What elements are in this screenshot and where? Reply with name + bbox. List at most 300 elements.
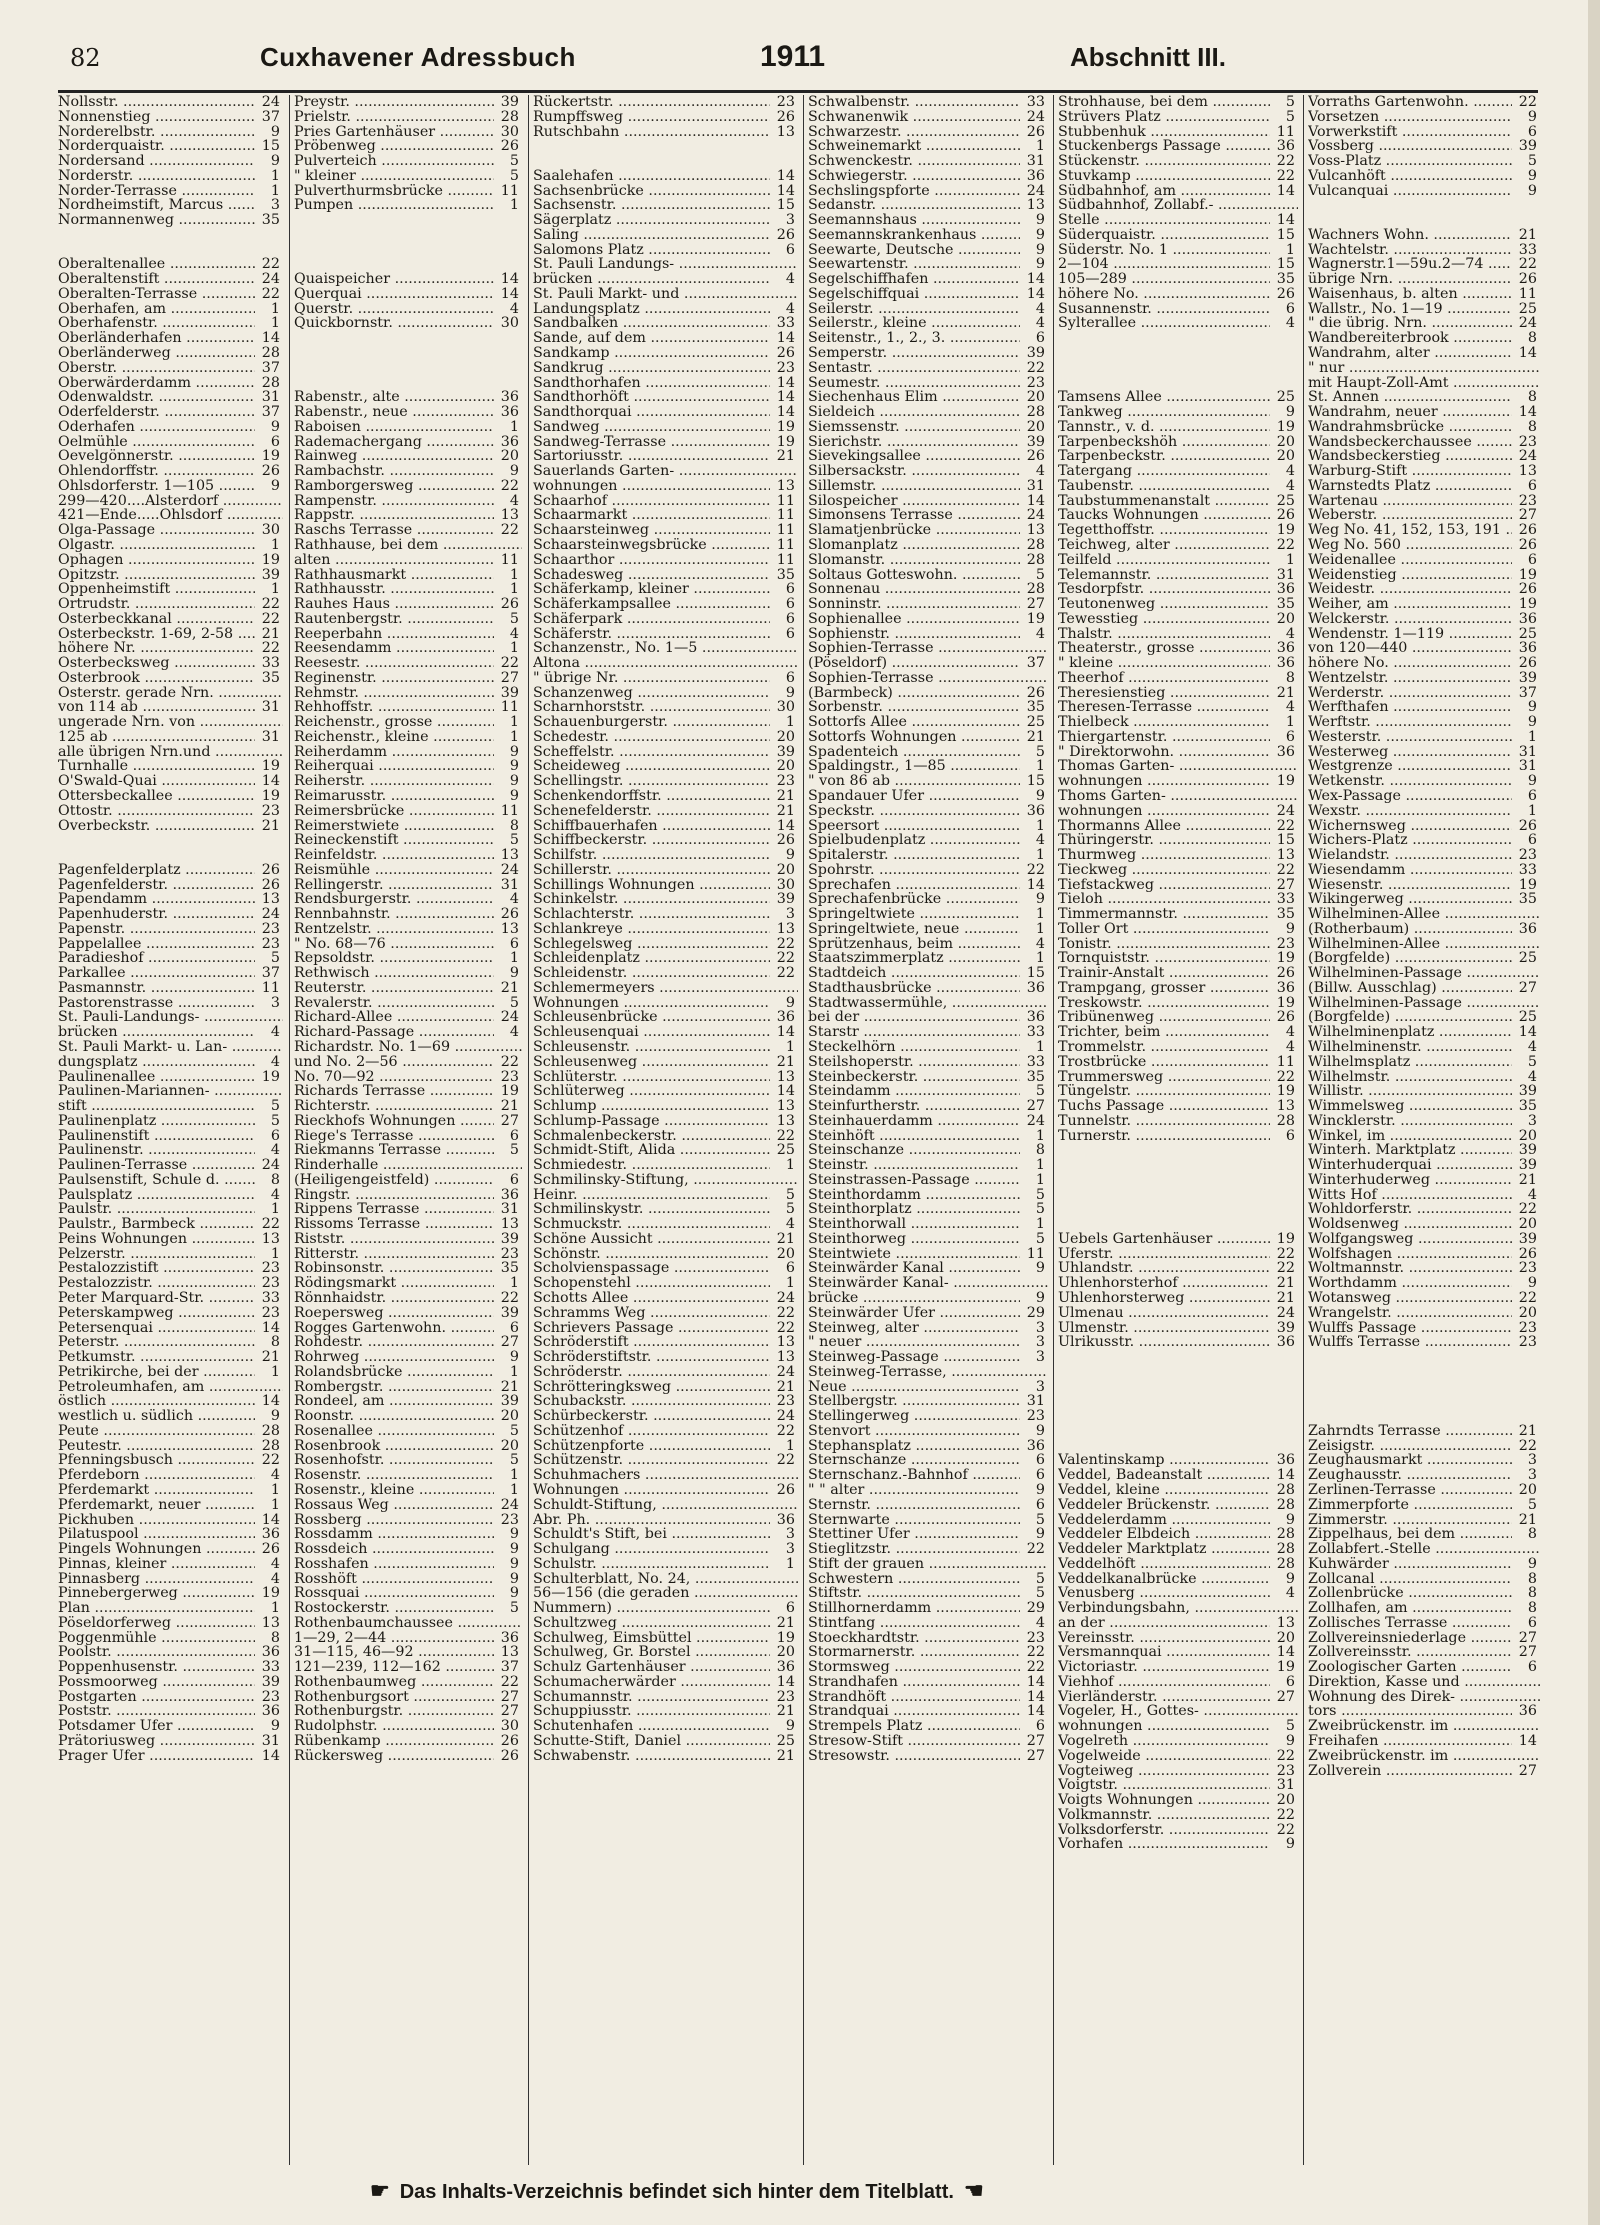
street-name: Schiffbauerhafen ..... [533,819,770,834]
spacer [294,243,522,258]
street-name: Oberaltenstift ..... [58,272,255,287]
district-number: 36 [774,1513,795,1528]
district-number: 31 [1024,479,1045,494]
district-number: 25 [1516,627,1537,642]
street-entry [58,139,283,154]
street-entry [533,420,798,435]
district-number: 22 [1274,1070,1295,1085]
street-name: Norder-Terrasse ..... [58,184,255,199]
street-entry [1308,1704,1540,1719]
street-entry [533,1114,798,1129]
street-entry [1308,243,1540,258]
district-number: 11 [1516,287,1537,302]
street-entry [533,1409,798,1424]
district-number: 13 [498,1645,519,1660]
street-entry [808,819,1048,834]
street-entry [294,1010,522,1025]
street-name: Reesendamm ..... [294,641,494,656]
district-number: 3 [783,1542,795,1557]
street-entry [58,1114,283,1129]
street-name: Paulinen-Mariannen- ..... [58,1084,283,1099]
district-number: 33 [1024,95,1045,110]
spacer [1058,1409,1298,1424]
district-number: 27 [1024,1099,1045,1114]
street-entry [294,612,522,627]
street-name: Rönnhaidstr. ..... [294,1291,494,1306]
district-number: 22 [259,257,280,272]
street-name: Reiherdamm ..... [294,745,494,760]
district-number: 27 [498,1704,519,1719]
street-entry [294,1232,522,1247]
street-name: Spaldingstr., 1—85 ..... [808,759,1020,774]
street-entry [1308,656,1540,671]
street-entry [808,1645,1048,1660]
district-number: 1 [1033,922,1045,937]
district-number: 14 [1024,1675,1045,1690]
street-entry [533,1631,798,1646]
street-entry [294,302,522,317]
street-entry [533,568,798,583]
street-name: No. 70—92 ..... [294,1070,494,1085]
street-entry [533,390,798,405]
street-name: ungerade Nrn. von ..... [58,715,283,730]
district-number: 19 [1274,420,1295,435]
district-number: 13 [1516,464,1537,479]
street-entry [533,612,798,627]
district-number: 27 [498,1690,519,1705]
street-name: Norderstr. ..... [58,169,255,184]
street-name: Sonnenau ..... [808,582,1020,597]
street-entry [294,1202,522,1217]
street-entry [808,228,1048,243]
district-number: 26 [498,597,519,612]
street-entry [58,656,283,671]
street-entry [808,1276,1048,1291]
street-entry [1058,833,1298,848]
street-name: Rosenbrook ..... [294,1439,494,1454]
street-entry [58,1040,283,1055]
street-entry [808,700,1048,715]
street-entry [58,316,283,331]
street-name: Wichernsweg ..... [1308,819,1512,834]
street-entry [58,715,283,730]
district-number: 9 [268,125,280,140]
district-number: 22 [1274,538,1295,553]
district-number: 14 [774,819,795,834]
street-name: Ringstr. ..... [294,1188,494,1203]
street-entry [294,1527,522,1542]
street-name: Osterbecksweg ..... [58,656,255,671]
street-entry [1308,494,1540,509]
street-entry [533,316,798,331]
street-name: Rutschbahn ..... [533,125,770,140]
street-entry [58,553,283,568]
street-entry [1308,774,1540,789]
street-entry [533,1365,798,1380]
street-entry [1308,125,1540,140]
street-entry [808,1513,1048,1528]
district-number: 1 [268,1247,280,1262]
district-number: 6 [507,937,519,952]
district-number: 20 [1274,612,1295,627]
street-name: Semperstr. ..... [808,346,1020,361]
street-entry [58,804,283,819]
street-entry [808,376,1048,391]
street-entry [58,1616,283,1631]
street-name: Tankweg ..... [1058,405,1270,420]
district-number: 14 [259,331,280,346]
street-name: Spadenteich ..... [808,745,1020,760]
street-name: Pelzerstr. ..... [58,1247,255,1262]
street-entry [294,1675,522,1690]
district-number: 6 [1525,553,1537,568]
street-name: Vereinsstr. ..... [1058,1631,1270,1646]
district-number: 14 [259,1513,280,1528]
street-name: Pferdemarkt ..... [58,1483,255,1498]
street-entry [533,449,798,464]
street-name: Steinthorwall ..... [808,1217,1020,1232]
spacer [294,331,522,346]
street-name: Uhlenhorsterweg ..... [1058,1291,1270,1306]
street-name: Theaterstr., grosse ..... [1058,641,1270,656]
district-number: 28 [1274,1114,1295,1129]
street-entry [1308,951,1540,966]
street-name: Werderstr. ..... [1308,686,1512,701]
street-name: Warnstedts Platz ..... [1308,479,1512,494]
street-name: Prätoriusweg ..... [58,1734,255,1749]
street-entry [533,907,798,922]
street-entry [533,1557,798,1572]
street-name: von 120—440 ..... [1308,641,1512,656]
district-number: 6 [1525,1660,1537,1675]
street-name: Schwalbenstr. ..... [808,95,1020,110]
street-entry [808,1365,1048,1380]
district-number: 26 [774,1483,795,1498]
district-number: 22 [1516,257,1537,272]
street-entry [294,671,522,686]
district-number: 4 [1283,1025,1295,1040]
district-number: 13 [498,848,519,863]
street-name: Valentinskamp ..... [1058,1453,1270,1468]
street-entry [533,1143,798,1158]
street-name: Zweibrückenstr. im ..... [1308,1749,1540,1764]
street-name: höhere No. ..... [1308,656,1512,671]
district-number: 22 [774,1129,795,1144]
street-entry [58,1660,283,1675]
street-name: Verbindungsbahn, ..... [1058,1601,1298,1616]
street-entry [1308,523,1540,538]
street-name: Zollhafen, am ..... [1308,1601,1512,1616]
street-name: Voigtstr. ..... [1058,1778,1270,1793]
district-number: 19 [1024,612,1045,627]
street-name: Wandrahm, alter ..... [1308,346,1512,361]
district-number: 6 [507,1321,519,1336]
street-name: Schauenburgerstr. ..... [533,715,770,730]
district-number: 22 [498,656,519,671]
street-name: Seewartenstr. ..... [808,257,1020,272]
street-entry [1308,346,1540,361]
street-name: Quaispeicher ..... [294,272,494,287]
street-entry [1058,464,1298,479]
district-number: 36 [1024,804,1045,819]
district-number: 21 [774,804,795,819]
street-name: dungsplatz ..... [58,1055,255,1070]
district-number: 4 [268,1143,280,1158]
street-entry [533,922,798,937]
street-entry [58,523,283,538]
district-number: 6 [783,612,795,627]
district-number: 9 [1525,715,1537,730]
street-entry [533,198,798,213]
street-name: Sandthorquai ..... [533,405,770,420]
street-entry [1308,863,1540,878]
street-entry [294,627,522,642]
street-name: Vierländerstr. ..... [1058,1690,1270,1705]
street-entry [294,1025,522,1040]
district-number: 20 [1516,1483,1537,1498]
street-entry [808,1690,1048,1705]
street-name: Willistr. ..... [1308,1084,1512,1099]
street-entry [533,464,798,479]
column-6 [1308,95,1540,2165]
street-entry [1308,376,1540,391]
district-number: 1 [1033,139,1045,154]
district-number: 28 [1274,1542,1295,1557]
district-number: 23 [774,1690,795,1705]
street-entry [1058,449,1298,464]
district-number: 26 [1516,582,1537,597]
street-entry [1058,1453,1298,1468]
street-name: Wilhelminen-Allee ..... [1308,937,1540,952]
street-name: Nonnenstieg ..... [58,110,255,125]
street-entry [533,243,798,258]
spacer [1058,1202,1298,1217]
street-name: Zollabfert.-Stelle ..... [1308,1542,1540,1557]
street-entry [1058,981,1298,996]
street-entry [533,745,798,760]
street-name: Vorhafen ..... [1058,1837,1270,1852]
street-entry [1308,331,1540,346]
street-entry [294,892,522,907]
street-entry [808,213,1048,228]
street-entry [1058,1513,1298,1528]
district-number: 3 [783,907,795,922]
street-entry [808,1542,1048,1557]
district-number: 5 [1033,1232,1045,1247]
street-name: Sprechafen ..... [808,878,1020,893]
district-number: 4 [1525,1070,1537,1085]
street-entry [58,435,283,450]
district-number: 35 [498,1261,519,1276]
street-entry [533,1704,798,1719]
street-entry [1308,1084,1540,1099]
street-name: Revalerstr. ..... [294,996,494,1011]
street-name: Schillings Wohnungen ..... [533,878,770,893]
district-number: 1 [268,184,280,199]
street-entry [1058,848,1298,863]
district-number: 28 [259,376,280,391]
district-number: 9 [783,1719,795,1734]
street-entry [808,759,1048,774]
street-entry [1058,1070,1298,1085]
street-entry [58,1070,283,1085]
street-name: Stuvkamp ..... [1058,169,1270,184]
street-entry [1058,627,1298,642]
district-number: 35 [1516,1099,1537,1114]
district-number: 20 [1274,1631,1295,1646]
street-name: Richardstr. No. 1—69 ..... [294,1040,522,1055]
street-entry [1058,1660,1298,1675]
district-number: 36 [1274,745,1295,760]
street-entry [1058,1276,1298,1291]
district-number: 31 [1516,745,1537,760]
street-name: Schlegelsweg ..... [533,937,770,952]
street-entry [808,184,1048,199]
street-name: Rieckhofs Wohnungen ..... [294,1114,494,1129]
street-name: Ottersbeckallee ..... [58,789,255,804]
street-entry [808,686,1048,701]
street-entry [294,804,522,819]
district-number: 24 [1024,110,1045,125]
street-entry [1058,1749,1298,1764]
street-entry [58,996,283,1011]
street-name: Teichweg, alter ..... [1058,538,1270,553]
district-number: 19 [1274,951,1295,966]
street-entry [1058,1837,1298,1852]
street-entry [1308,1070,1540,1085]
district-number: 9 [268,420,280,435]
street-name: Oberhafenstr. ..... [58,316,255,331]
street-name: höhere Nr. ..... [58,641,255,656]
street-entry [808,1143,1048,1158]
street-name: Wilhelminen-Allee ..... [1308,907,1540,922]
street-entry [808,479,1048,494]
street-name: Stillhornerdamm ..... [808,1601,1020,1616]
street-entry [533,1025,798,1040]
street-entry [58,951,283,966]
street-entry [294,1690,522,1705]
street-entry [808,582,1048,597]
street-entry [294,730,522,745]
district-number: 31 [259,730,280,745]
district-number: 26 [774,228,795,243]
district-number: 24 [1516,316,1537,331]
district-number: 26 [1024,125,1045,140]
street-name: 31—115, 46—92 ..... [294,1645,494,1660]
district-number: 36 [259,1527,280,1542]
street-name: Schröderstr. ..... [533,1365,770,1380]
street-entry [294,582,522,597]
street-entry [1058,745,1298,760]
street-entry [1308,759,1540,774]
district-number: 14 [1024,272,1045,287]
district-number: 23 [1516,435,1537,450]
district-number: 25 [1024,715,1045,730]
street-name: Spandauer Ufer ..... [808,789,1020,804]
street-entry [294,449,522,464]
street-entry [58,759,283,774]
district-number: 13 [1274,1099,1295,1114]
street-name: Taucks Wohnungen ..... [1058,508,1270,523]
district-number: 14 [1024,1690,1045,1705]
street-name: Thielbeck ..... [1058,715,1270,730]
street-name: Thalstr. ..... [1058,627,1270,642]
district-number: 13 [774,125,795,140]
street-name: Schinkelstr. ..... [533,892,770,907]
street-name: Rosshöft ..... [294,1572,494,1587]
street-name: Vulcanhöft ..... [1308,169,1512,184]
street-entry [1308,302,1540,317]
street-entry [808,125,1048,140]
street-entry [1058,568,1298,583]
street-name: Schramms Weg ..... [533,1306,770,1321]
district-number: 4 [1033,464,1045,479]
district-number: 24 [259,95,280,110]
district-number: 21 [774,789,795,804]
page-header [70,40,1540,86]
street-entry [1058,1616,1298,1631]
street-entry [808,361,1048,376]
district-number: 22 [1274,169,1295,184]
street-name: Pries Gartenhäuser ..... [294,125,494,140]
street-name: Strempels Platz ..... [808,1719,1020,1734]
street-name: Weg No. 560 ..... [1308,538,1512,553]
district-number: 26 [259,878,280,893]
street-entry [533,1099,798,1114]
district-number: 3 [1033,1335,1045,1350]
street-name: Thurmweg ..... [1058,848,1270,863]
street-name: Trommelstr. ..... [1058,1040,1270,1055]
district-number: 9 [1283,1513,1295,1528]
district-number: 9 [1283,922,1295,937]
street-entry [533,1660,798,1675]
street-entry [1308,449,1540,464]
street-entry [58,125,283,140]
street-entry [533,1217,798,1232]
street-entry [533,1453,798,1468]
street-entry [533,1424,798,1439]
district-number: 14 [774,1025,795,1040]
spacer [58,243,283,258]
street-entry [1058,1025,1298,1040]
street-entry [808,1572,1048,1587]
district-number: 22 [1274,819,1295,834]
street-entry [533,1158,798,1173]
district-number: 4 [507,302,519,317]
street-name: Oppenheimstift ..... [58,582,255,597]
street-entry [294,1439,522,1454]
street-name: Pumpen ..... [294,198,494,213]
street-name: Staatszimmerplatz ..... [808,951,1020,966]
district-number: 39 [1024,435,1045,450]
street-entry [294,1453,522,1468]
district-number: 4 [1283,464,1295,479]
street-name: Ohlsdorferstr. 1—105 ..... [58,479,255,494]
street-entry [294,405,522,420]
district-number: 23 [259,1276,280,1291]
street-name: Seemannskrankenhaus ..... [808,228,1020,243]
street-name: Rabenstr., alte ..... [294,390,494,405]
district-number: 23 [259,1690,280,1705]
street-entry [808,1660,1048,1675]
street-entry [294,1055,522,1070]
street-entry [1308,937,1540,952]
street-name: Schröderstift ..... [533,1335,770,1350]
district-number: 26 [1274,508,1295,523]
district-number: 36 [1274,656,1295,671]
street-entry [808,553,1048,568]
street-name: Sande, auf dem ..... [533,331,770,346]
